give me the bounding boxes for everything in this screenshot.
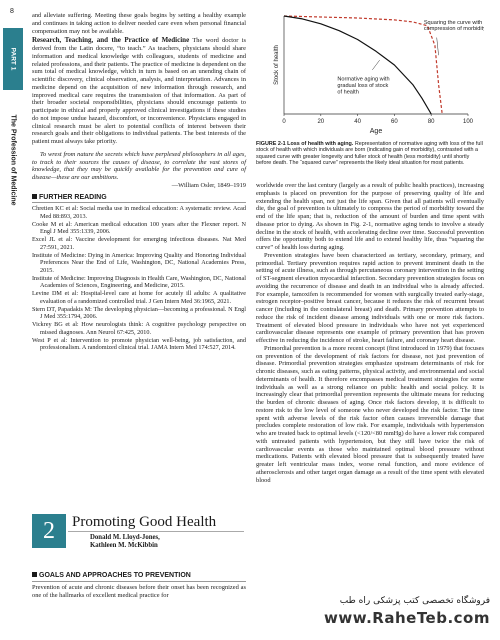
quote-attribution: —William Osler, 1849–1919 <box>171 181 246 189</box>
x-tick-label: 0 <box>282 119 286 125</box>
health-aging-chart <box>256 10 484 136</box>
section-heading: Research, Teaching, and the Practice of Medicine <box>32 36 190 45</box>
figure-label: FIGURE 2-1 <box>256 141 286 147</box>
reference-list <box>32 205 246 352</box>
watermark-url: www.RaheTeb.com <box>323 609 490 627</box>
part-label-tab <box>3 28 23 90</box>
chapter-authors <box>90 534 160 550</box>
quote: To wrest from nature the secrets which have perplexed philosophers in all ages, to track to their sources the causes of disease, to correlate the vast stores of knowledge, that they may be quickly available for the prevention and cure of disease—these are our ambitions. <box>32 150 246 181</box>
reference-item: West P et al: Intervention to promote physician well-being, job satisfaction, and professionalism. A randomized clinical trial. JAMA Intern Med 174:527, 2014. <box>32 336 246 352</box>
paragraph: and alleviate suffering. Meeting these goals begins by setting a healthy example and continues in taking action to deliver needed care even when personal financial compensation may not be available. <box>32 12 246 35</box>
normative-aging-annotation: Normative aging with gradual loss of stock of health <box>337 76 390 96</box>
chapter-title: Promoting Good Health <box>72 514 217 530</box>
y-axis-label: Stock of health <box>274 45 280 85</box>
reference-item: Institute of Medicine: Improving Diagnosis in Health Care, Washington, DC, National Academies of Sciences, Engineering, and Medicine, 2015. <box>32 274 246 290</box>
right-column <box>256 182 484 484</box>
chart-axes <box>274 16 474 135</box>
paragraph: Prevention strategies have been characterized as tertiary, secondary, primary, and primordial. Tertiary prevention requires rapid action to prevent imminent death in the setting of acute illness, such as through percutaneous coronary intervention in the setting of ST-segment elevation myocardial infarction. Secondary prevention strategies focus on avoiding the recurrence of disease and death in an individual who is already affected. For example, tamoxifen is recommended for women with surgically treated early-stage, estrogen receptor–positive breast cancer, because it reduces the risk of recurrent breast cancer (including in the contralateral breast) and death. Primary prevention attempts to reduce the risk of incident disease among individuals with one or more risk factors. Treatment of elevated blood pressure in individuals who have not yet experienced cardiovascular disease represents one example of primary prevention that has proven effective in reducing the incidence of stroke, heart failure, and coronary heart disease. <box>256 251 484 344</box>
figure-caption <box>256 141 484 167</box>
x-tick-label: 60 <box>391 119 398 125</box>
chapter-header <box>32 510 246 568</box>
squared-curve-line <box>284 16 442 114</box>
paragraph: Prevention of acute and chronic diseases before their onset has been recognized as one of the hallmarks of excellent medical practice for <box>32 583 246 599</box>
figure-2-1 <box>256 10 484 167</box>
section-label: The Profession of Medicine <box>9 114 17 206</box>
goals-section <box>32 568 246 599</box>
paragraph: The word doctor is derived from the Latin docere, “to teach.” As teachers, physicians should share information and medical knowledge with colleagues, students of medicine and related professions, and their patients. The practice of medicine is dependent on the sum total of medical knowledge, which in turn is based on an unending chain of scientific discovery, clinical observation, analysis, and interpretation. Advances in medicine depend on the acquisition of new information through research, and improved medical care requires the transmission of that information. As part of their broader societal responsibilities, physicians should encourage patients to participate in ethical and properly approved clinical investigations if these studies do not impose undue hazard, discomfort, or inconvenience. Physicians engaged in clinical research must be alert to potential conflicts of interest between their research goals and their obligations to individual patients. The best interests of the patient must always take priority. <box>32 37 246 145</box>
x-tick-label: 100 <box>462 119 474 125</box>
divider <box>68 531 244 532</box>
watermark <box>256 596 500 640</box>
author-line: Kathleen M. McKibbin <box>90 542 158 549</box>
reference-item: Institute of Medicine: Dying in America: Improving Quality and Honoring Individual Preferences Near the End of Life, Washington, DC, National Academies Press, 2015. <box>32 251 246 274</box>
square-bullet-icon <box>32 572 37 577</box>
x-axis-label: Age <box>369 128 383 135</box>
author-line: Donald M. Lloyd-Jones, <box>90 534 160 541</box>
chapter-number: 2 <box>32 514 66 548</box>
paragraph: Primordial prevention is a more recent concept (first introduced in 1979) that focuses on prevention of the development of risk factors for disease, not just prevention of disease. Primordial prevention strategies emphasize upstream determinants of risk for chronic diseases, such as eating patterns, physical activity, and environmental and social determinants of health. It therefore encompasses medical treatment strategies for some individuals as well as a strong reliance on public health and social policy. It is increasingly clear that primordial prevention represents the ultimate means for reducing the burden of chronic diseases of aging. Once risk factors develop, it is difficult to restore risk to the low level of someone who never developed the risk factor. The time spent with adverse levels of the risk factor often causes irreversible damage that precludes complete restoration of low risk. For example, individuals with hypertension who are treated back to optimal levels (<120/<80 mmHg) do have a lower risk compared with untreated patients with hypertension, but they still have twice the risk of cardiovascular events as those who maintained optimal blood pressure without medications. Patients with elevated blood pressure that is subsequently treated have greater left ventricular mass index, worse renal function, and more evidence of atherosclerosis and other target organ damage as a result of the time spent with elevated blood <box>256 344 484 484</box>
reference-item: Vickrey BG et al: How neurologists think: A cognitive psychology perspective on missed diagnoses. Ann Neurol 67:425, 2010. <box>32 321 246 336</box>
normative-aging-line <box>284 16 431 114</box>
section-label-tab <box>3 90 23 400</box>
left-column <box>32 12 246 352</box>
reference-item: Cooke M et al: American medical education 100 years after the Flexner report. N Engl J Med 355:1339, 2006. <box>32 220 246 236</box>
squaring-curve-annotation: Squaring the curve with compression of morbidity <box>423 19 484 33</box>
further-reading-title: FURTHER READING <box>39 193 107 201</box>
paragraph: worldwide over the last century (largely as a result of public health practices), increasing emphasis is placed on prevention for the purpose of preserving quality of life and extending the health span, not just the life span. Given that all patients will eventually die, the goal of prevention is ultimately to compress the period of morbidity toward the end of the life span; that is, reduction of the amount of burden and time spent with disease prior to dying. As shown in Fig. 2-1, normative aging tends to involve a steady decline in the stock of health, with accelerating decline over time. Successful prevention offers the opportunity both to extend life and to extend healthy life, thus “squaring the curve” of health loss during aging. <box>256 182 484 251</box>
goals-heading <box>32 572 246 582</box>
reference-item: Stern DT, Papadakis M: The developing physician—becoming a professional. N Engl J Med 355:1794, 2006. <box>32 305 246 321</box>
watermark-persian-text: فروشگاه تخصصی کتب پزشکی راه طب <box>339 596 490 606</box>
chart-series <box>284 16 442 114</box>
goals-title: GOALS AND APPROACHES TO PREVENTION <box>39 572 191 579</box>
square-bullet-icon <box>32 194 37 199</box>
reference-item: Excel JL et al: Vaccine development for emerging infectious diseases. Nat Med 27:591, 2021. <box>32 236 246 251</box>
chart-annotations <box>337 20 484 96</box>
further-reading-heading <box>32 194 246 204</box>
x-tick-label: 20 <box>317 119 325 125</box>
page-number: 8 <box>10 8 14 15</box>
annotation-pointer <box>437 38 439 56</box>
figure-title: Loss of health with aging. <box>287 141 354 147</box>
reference-item: Levine DM et al: Hospital-level care at home for acutely ill adults: A qualitative evaluation of a randomized controlled trial. J Gen Intern Med 36:1965, 2021. <box>32 290 246 305</box>
figure-caption-text: Representation of normative aging with loss of the full stock of health with which individuals are born (indicating gain of morbidity), contrasted with a squared curve with greater longevity and fuller stock of health (less morbidity) until shortly before death. The “squared curve” represents the likely ideal situation for most patients. <box>256 141 483 167</box>
side-tab <box>0 28 26 400</box>
part-label: PART 1 <box>9 47 17 71</box>
annotation-pointer <box>372 60 379 70</box>
x-tick-label: 80 <box>427 119 435 125</box>
x-tick-label: 40 <box>354 119 361 125</box>
reference-item: Chretien KC et al: Social media use in medical education: A systematic review. Acad Med 88:893, 2013. <box>32 205 246 220</box>
